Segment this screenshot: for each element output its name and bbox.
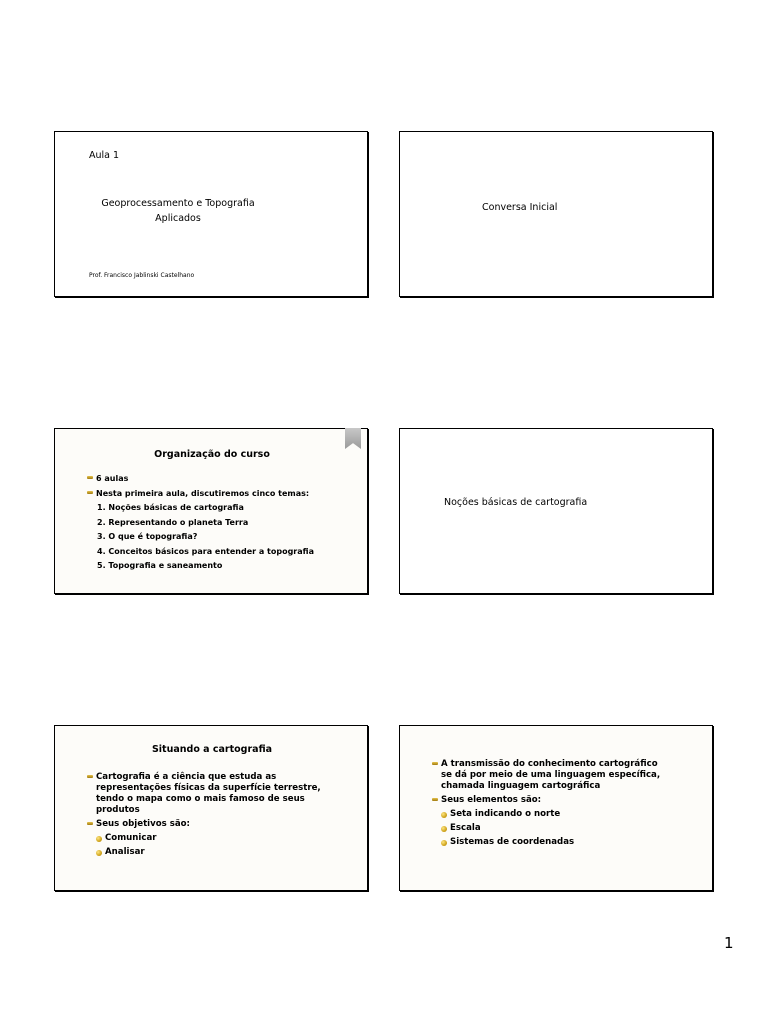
bullet-icon bbox=[87, 775, 93, 778]
list-item: Sistemas de coordenadas bbox=[441, 837, 660, 848]
bullet-icon bbox=[441, 812, 447, 818]
list-item: 3. O que é topografia? bbox=[97, 532, 198, 541]
bullet-icon bbox=[432, 798, 438, 801]
bullet-list bbox=[87, 473, 314, 575]
slide-3 bbox=[54, 428, 368, 594]
list-item: 4. Conceitos básicos para entender a topografia bbox=[97, 546, 314, 556]
bullet-list bbox=[87, 772, 321, 861]
list-item: Escala bbox=[441, 823, 660, 834]
list-item: 5. Topografia e saneamento bbox=[97, 561, 223, 570]
list-item: Cartografia é a ciência que estuda as representações físicas da superfície terrestre, tendo o mapa como o mais famoso de seus produtos bbox=[87, 772, 321, 816]
bullet-icon bbox=[96, 836, 102, 842]
list-item: Nesta primeira aula, discutiremos cinco temas: bbox=[87, 488, 314, 500]
slide-title: Conversa Inicial bbox=[482, 202, 558, 213]
page-number: 1 bbox=[724, 934, 734, 952]
bullet-icon bbox=[441, 826, 447, 832]
lesson-label: Aula 1 bbox=[89, 150, 120, 161]
bullet-icon bbox=[87, 476, 93, 479]
bullet-icon bbox=[87, 491, 93, 494]
list-item: 6 aulas bbox=[87, 473, 314, 485]
slide-6 bbox=[399, 725, 713, 891]
slide-title bbox=[55, 196, 301, 226]
author: Prof. Francisco Jablinski Castelhano bbox=[89, 272, 195, 279]
bullet-icon bbox=[441, 840, 447, 846]
slide-5 bbox=[54, 725, 368, 891]
slide-title: Situando a cartografia bbox=[151, 744, 273, 755]
slide-1 bbox=[54, 131, 368, 297]
list-item: 2. Representando o planeta Terra bbox=[97, 517, 249, 527]
bullet-icon bbox=[96, 850, 102, 856]
ribbon-icon bbox=[345, 428, 361, 449]
title-line-1: Geoprocessamento e Topografia bbox=[101, 198, 255, 209]
slide-4 bbox=[399, 428, 713, 594]
list-item: Seta indicando o norte bbox=[441, 809, 660, 820]
bullet-icon bbox=[87, 822, 93, 825]
list-item: A transmissão do conhecimento cartográfico se dá por meio de uma linguagem específica, chamada linguagem cartográfica bbox=[432, 759, 660, 792]
list-item: 1. Noções básicas de cartografia bbox=[97, 503, 244, 512]
list-item: Seus objetivos são: bbox=[87, 819, 321, 830]
slide-title: Organização do curso bbox=[154, 449, 270, 460]
list-item: Seus elementos são: bbox=[432, 795, 660, 806]
bullet-list bbox=[432, 759, 660, 851]
list-item: Analisar bbox=[96, 847, 321, 858]
title-line-2: Aplicados bbox=[155, 213, 201, 224]
list-item: Comunicar bbox=[96, 833, 321, 844]
slide-title: Noções básicas de cartografia bbox=[444, 497, 588, 508]
slide-2 bbox=[399, 131, 713, 297]
bullet-icon bbox=[432, 762, 438, 765]
